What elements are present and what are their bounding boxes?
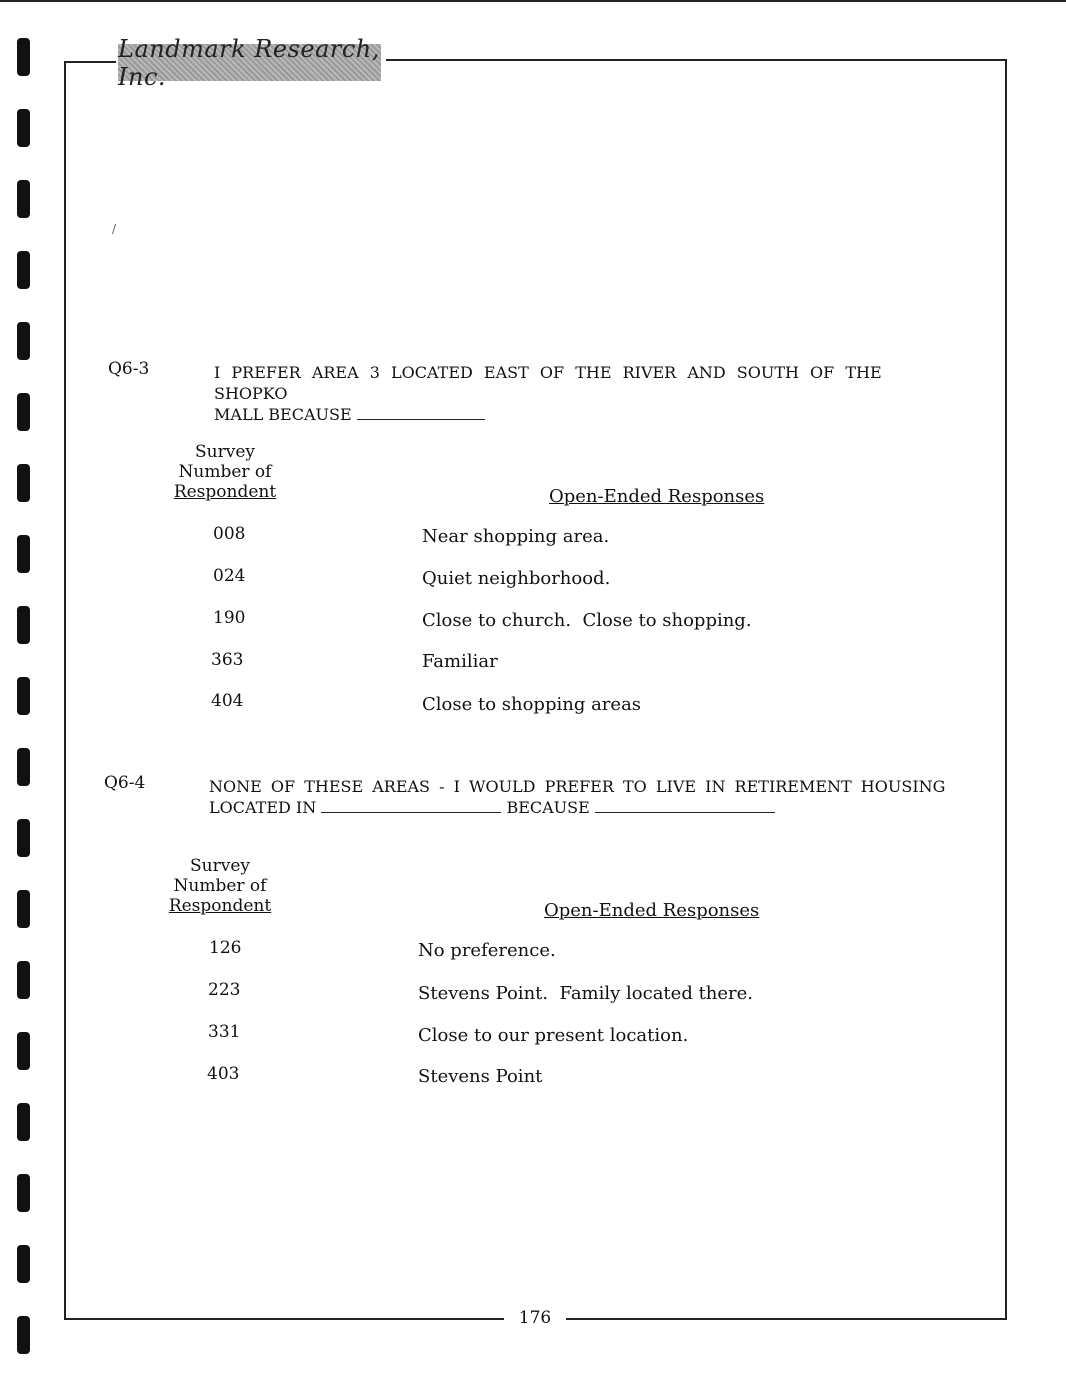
respondent-id: 008 — [213, 524, 246, 544]
col-header-line: Respondent — [173, 482, 277, 502]
response-text: Familiar — [422, 651, 498, 672]
question-number: Q6-4 — [104, 773, 146, 793]
response-text: Stevens Point. Family located there. — [418, 983, 754, 1004]
frame-bottom-right — [566, 1318, 1007, 1320]
question-line-2 — [209, 797, 949, 818]
respondent-id: 331 — [208, 1022, 241, 1042]
response-text: Stevens Point — [418, 1066, 543, 1087]
top-edge-line — [0, 0, 1066, 2]
binder-hole — [17, 1032, 30, 1070]
column-header-respondent — [160, 856, 280, 916]
col-header-line: Survey — [195, 442, 255, 462]
logo-text: Landmark Research, Inc. — [118, 34, 380, 91]
company-logo — [118, 34, 381, 91]
binder-hole — [17, 1174, 30, 1212]
frame-top-left — [64, 61, 116, 63]
response-text: Close to our present location. — [418, 1025, 689, 1046]
respondent-id: 223 — [208, 980, 241, 1000]
respondent-id: 363 — [211, 650, 244, 670]
page-number: 176 — [518, 1308, 552, 1328]
question-text-line2b: BECAUSE — [506, 798, 590, 817]
answer-blank — [357, 405, 485, 420]
col-header-line: Number of — [173, 876, 267, 896]
question-line-1 — [209, 776, 949, 797]
question-text-line1: I PREFER AREA 3 LOCATED EAST OF THE RIVER AND SOUTH OF THE SHOPKO — [214, 363, 882, 403]
binder-hole — [17, 890, 30, 928]
binder-hole — [17, 606, 30, 644]
column-header-respondent — [165, 442, 285, 502]
stray-mark: / — [112, 222, 117, 236]
respondent-id: 403 — [207, 1064, 240, 1084]
question-line-2 — [214, 404, 954, 425]
respondent-id: 404 — [211, 691, 244, 711]
respondent-id: 024 — [213, 566, 246, 586]
question-text — [214, 362, 954, 425]
question-text-line2: MALL BECAUSE — [214, 405, 352, 424]
frame-right — [1005, 59, 1007, 1320]
col-header-line: Number of — [178, 462, 272, 482]
binder-hole — [17, 819, 30, 857]
question-text-line1: NONE OF THESE AREAS - I WOULD PREFER TO LIVE IN RETIREMENT HOUSING — [209, 777, 946, 796]
binder-hole — [17, 38, 30, 76]
col-header-line: Respondent — [168, 896, 272, 916]
column-header-responses: Open-Ended Responses — [544, 900, 760, 921]
binder-hole — [17, 180, 30, 218]
binder-hole — [17, 677, 30, 715]
response-text: Close to church. Close to shopping. — [422, 610, 752, 631]
reason-blank — [595, 798, 775, 813]
question-text-line2a: LOCATED IN — [209, 798, 317, 817]
binder-hole — [17, 1245, 30, 1283]
response-text: Close to shopping areas — [422, 694, 642, 715]
question-text — [209, 776, 949, 818]
binder-hole — [17, 748, 30, 786]
response-text: No preference. — [418, 940, 556, 961]
binder-hole — [17, 109, 30, 147]
question-number: Q6-3 — [108, 359, 150, 379]
column-header-responses: Open-Ended Responses — [549, 486, 765, 507]
respondent-id: 126 — [209, 938, 242, 958]
binder-hole — [17, 1103, 30, 1141]
binder-hole — [17, 535, 30, 573]
binder-hole — [17, 322, 30, 360]
location-blank — [321, 798, 501, 813]
frame-bottom-left — [64, 1318, 504, 1320]
binder-hole — [17, 1316, 30, 1354]
binder-hole — [17, 464, 30, 502]
frame-top-right — [386, 59, 1007, 61]
binder-hole — [17, 393, 30, 431]
response-text: Quiet neighborhood. — [422, 568, 611, 589]
binder-hole — [17, 251, 30, 289]
frame-left — [64, 61, 66, 1320]
respondent-id: 190 — [213, 608, 246, 628]
binder-hole — [17, 961, 30, 999]
question-line-1 — [214, 362, 954, 404]
response-text: Near shopping area. — [422, 526, 610, 547]
col-header-line: Survey — [190, 856, 250, 876]
